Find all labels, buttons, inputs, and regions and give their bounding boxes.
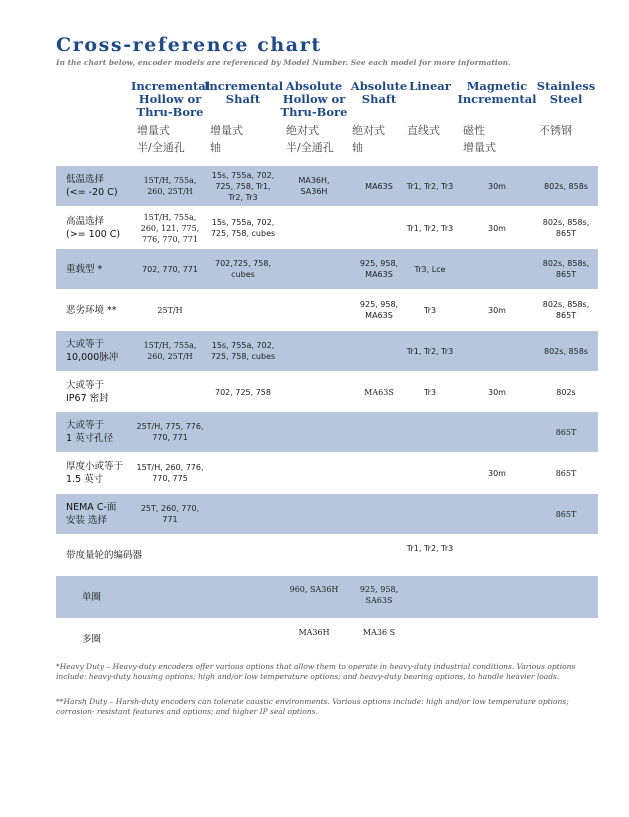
table-cell [135, 372, 205, 412]
table-cell [284, 290, 344, 330]
table-cell: 702,725, 758, cubes [215, 259, 271, 279]
table-cell: 865T [555, 468, 577, 478]
table-cell [284, 372, 344, 412]
table-cell: 702, 725, 758 [215, 387, 271, 397]
column-header-1: Incremental Shaft [204, 79, 284, 106]
table-row [56, 453, 598, 493]
table-row [56, 208, 598, 248]
table-cell: 925, 958, SA63S [359, 585, 399, 605]
table-cell [405, 576, 455, 618]
table-cell: Tr1, Tr2, Tr3 [406, 544, 454, 553]
table-cell: 30m [488, 181, 506, 191]
table-cell [350, 453, 408, 493]
table-cell: MA63S [364, 387, 394, 397]
table-cell: 702, 770, 771 [142, 264, 198, 274]
table-cell: MA63S [365, 181, 393, 191]
table-cell: 30m [488, 468, 506, 478]
table-cell [461, 576, 533, 618]
table-cell: 25T, 260, 770, 771 [140, 504, 200, 524]
table-cell: 802s, 858s [544, 181, 588, 191]
table-cell: MA36H [298, 628, 330, 637]
column-header-3: Absolute Shaft [350, 79, 408, 106]
table-cell: MA36 S [362, 628, 396, 637]
table-cell [405, 412, 455, 452]
table-cell: MA36H, SA36H [298, 176, 330, 196]
row-label: 带度量轮的编码器 [66, 549, 143, 561]
table-cell [350, 331, 408, 371]
column-header-zh-5: 磁性 增量式 [463, 124, 496, 154]
table-cell [405, 453, 455, 493]
table-row [56, 372, 598, 412]
table-cell [284, 208, 344, 248]
table-cell: Tr1, Tr2, Tr3 [406, 223, 454, 233]
table-cell [284, 494, 344, 534]
table-cell: 30m [488, 387, 506, 397]
table-cell [461, 331, 533, 371]
table-cell [284, 453, 344, 493]
table-cell [135, 619, 205, 659]
table-row [56, 331, 598, 371]
table-cell [461, 535, 533, 575]
table-cell: 802s, 858s [544, 346, 588, 356]
row-label: 大或等于 IP67 密封 [66, 380, 109, 404]
column-header-5: Magnetic Incremental [457, 79, 537, 106]
table-cell: 15T/H, 755a, 260, 25T/H [143, 176, 197, 196]
table-cell: 802s, 858s, 865T [542, 259, 590, 279]
table-cell: 15T/H, 260, 776, 770, 775 [136, 463, 204, 483]
table-cell: 802s [556, 387, 576, 397]
table-cell: 15T/H, 755a, 260, 25T/H [143, 341, 197, 361]
table-cell: 925, 958, MA63S [359, 259, 399, 279]
table-cell [208, 494, 278, 534]
table-row [56, 576, 598, 618]
table-cell [135, 576, 205, 618]
column-header-zh-2: 绝对式 半/全通孔 [286, 124, 334, 154]
table-cell [135, 535, 205, 575]
table-row [56, 619, 598, 659]
row-label: 低温选择 (<= -20 C) [66, 174, 118, 198]
table-cell [350, 535, 408, 575]
table-cell [208, 619, 278, 659]
table-cell [284, 249, 344, 289]
table-cell: 25T/H [157, 305, 183, 315]
table-cell [350, 208, 408, 248]
table-row [56, 249, 598, 289]
table-cell: 865T [555, 427, 577, 437]
table-cell [208, 290, 278, 330]
heavy-duty-note: *Heavy Duty – Heavy-duty encoders offer various options that allow them to operate in heavy-duty industrial conditions. Various options include: heavy-duty housing options; high and/or low temperature options; and heavy-duty bearing options, to handle heavier loads. [56, 662, 576, 681]
column-header-zh-6: 不锈钢 [539, 124, 572, 137]
table-row [56, 494, 598, 534]
table-cell: Tr1, Tr2, Tr3 [406, 181, 454, 191]
row-label: 多圈 [82, 633, 102, 645]
row-label: 重载型 * [66, 263, 103, 275]
table-cell: 15s, 755a, 702, 725, 758, cubes [210, 218, 276, 238]
table-cell: 15s, 755a, 702, 725, 758, Tr1, Tr2, Tr3 [211, 170, 275, 202]
row-label: 恶劣环境 ** [66, 304, 117, 316]
table-cell [461, 412, 533, 452]
table-row [56, 290, 598, 330]
row-label: 大或等于 10,000脉冲 [66, 339, 119, 363]
table-cell: 865T [555, 509, 577, 519]
table-cell [461, 249, 533, 289]
table-cell [350, 412, 408, 452]
table-cell [537, 576, 595, 618]
harsh-duty-note: **Harsh Duty – Harsh-duty encoders can tolerate caustic environments. Various options include: high and/or low temperature options; corrosion- resistant features and options; and higher IP seal options. [56, 697, 569, 716]
table-cell: Tr3, Lce [414, 264, 446, 274]
table-cell [284, 412, 344, 452]
table-cell: 30m [488, 223, 506, 233]
table-cell: Tr3 [423, 387, 437, 397]
row-label: NEMA C-面 安装 选择 [66, 502, 117, 526]
table-cell [208, 412, 278, 452]
row-label: 单圈 [82, 591, 102, 603]
column-header-zh-0: 增量式 半/全通孔 [137, 124, 185, 154]
table-cell [284, 535, 344, 575]
table-cell [461, 494, 533, 534]
table-cell: 802s, 858s, 865T [542, 300, 590, 320]
table-cell: 30m [488, 305, 506, 315]
table-cell [208, 535, 278, 575]
table-cell [208, 453, 278, 493]
table-cell: 15T/H, 755a, 260, 121, 775, 776, 770, 771 [140, 212, 200, 244]
column-header-2: Absolute Hollow or Thru-Bore [280, 79, 348, 119]
table-cell [284, 331, 344, 371]
row-label: 厚度小或等于 1.5 英寸 [66, 461, 124, 485]
table-cell: 15s, 755a, 702, 725, 758, cubes [210, 341, 276, 361]
column-header-0: Incremental Hollow or Thru-Bore [131, 79, 211, 119]
table-cell: 25T/H, 775, 776, 770, 771 [136, 422, 204, 442]
table-cell [461, 619, 533, 659]
table-cell: 960, SA36H [289, 585, 339, 594]
table-cell [405, 619, 455, 659]
page-subtitle: In the chart below, encoder models are referenced by Model Number. See each model for more information. [56, 58, 511, 67]
row-label: 大或等于 1 英寸孔径 [66, 420, 114, 444]
column-header-zh-3: 绝对式 轴 [352, 124, 385, 154]
table-row [56, 412, 598, 452]
table-cell [208, 576, 278, 618]
column-header-4: Linear [409, 79, 451, 93]
table-cell [537, 619, 595, 659]
table-cell: Tr3 [423, 305, 437, 315]
table-cell [350, 494, 408, 534]
table-row [56, 535, 598, 575]
column-header-6: Stainless Steel [536, 79, 596, 106]
column-header-zh-4: 直线式 [407, 124, 440, 137]
column-header-zh-1: 增量式 轴 [210, 124, 243, 154]
table-cell: 925, 958, MA63S [359, 300, 399, 320]
page-title: Cross-reference chart [56, 34, 322, 56]
row-label: 高温选择 (>= 100 C) [66, 216, 121, 240]
table-cell [405, 494, 455, 534]
table-cell: Tr1, Tr2, Tr3 [406, 346, 454, 356]
table-cell [537, 535, 595, 575]
table-row [56, 166, 598, 206]
table-cell: 802s, 858s, 865T [542, 218, 590, 238]
